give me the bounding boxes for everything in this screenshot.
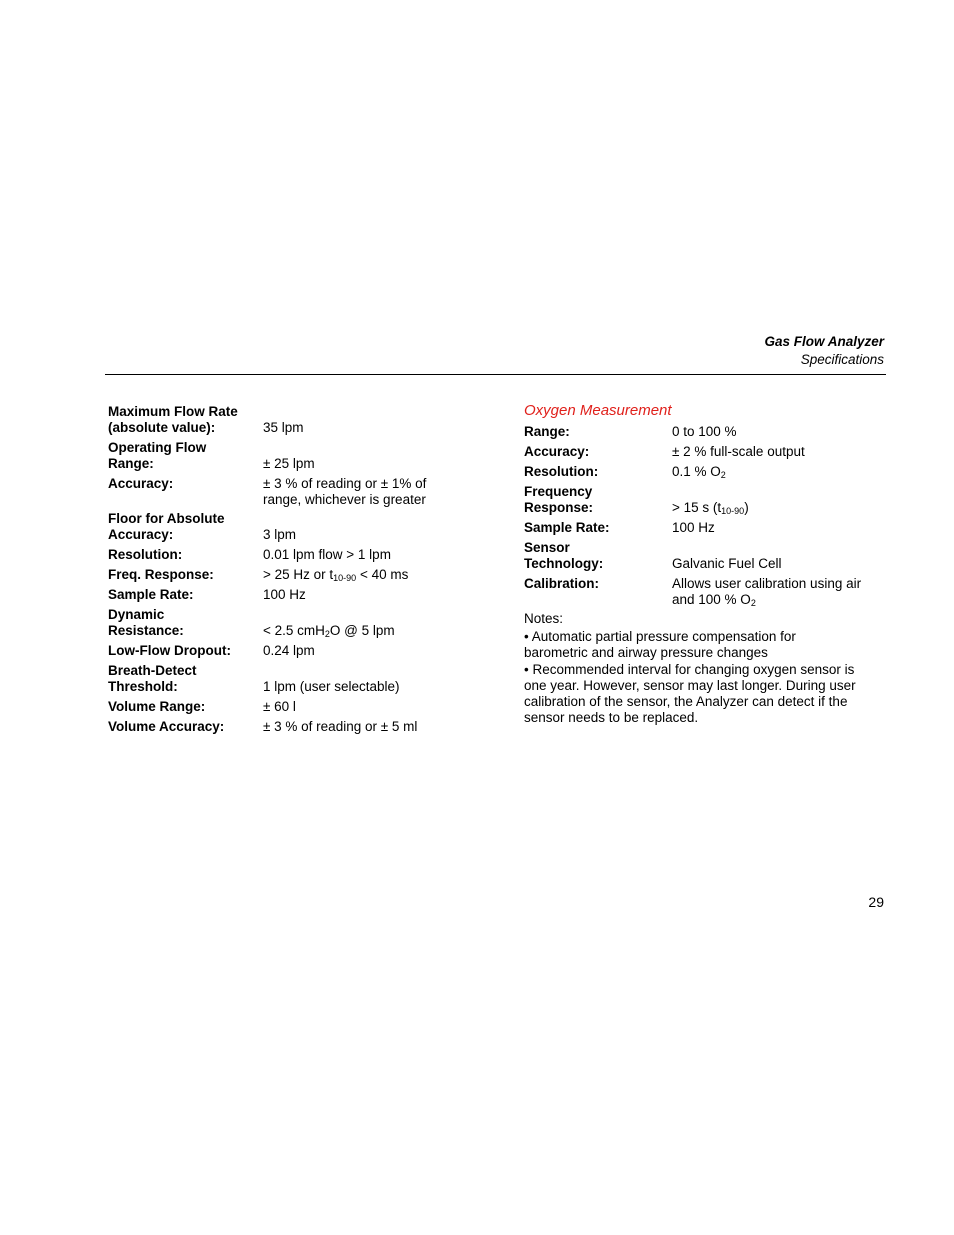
notes-heading: Notes: bbox=[524, 611, 564, 626]
spec-flow-resolution bbox=[108, 547, 448, 563]
spec-value: 100 Hz bbox=[672, 520, 715, 535]
spec-label: Low-Flow Dropout: bbox=[108, 643, 231, 658]
spec-label: Sample Rate: bbox=[108, 587, 194, 602]
page-number: 29 bbox=[868, 894, 884, 910]
spec-value: ± 3 % of reading or ± 5 ml bbox=[263, 719, 418, 734]
spec-value: ± 25 lpm bbox=[263, 456, 315, 471]
spec-value: > 25 Hz or $t_{10-90} < 40$ ms bbox=[263, 567, 409, 583]
header-rule bbox=[105, 374, 886, 375]
spec-label: Operating Flow Range: bbox=[108, 440, 207, 471]
spec-value: 1 lpm (user selectable) bbox=[263, 679, 400, 694]
spec-label: Sample Rate: bbox=[524, 520, 610, 535]
spec-sample-rate bbox=[108, 587, 448, 603]
spec-label: Resolution: bbox=[524, 464, 599, 479]
spec-label: Maximum Flow Rate (absolute value): bbox=[108, 404, 238, 435]
spec-o2-range bbox=[524, 424, 880, 440]
spec-operating-flow-range bbox=[108, 440, 448, 472]
spec-volume-range bbox=[108, 699, 448, 715]
spec-dynamic-resistance bbox=[108, 607, 448, 639]
spec-max-flow-rate bbox=[108, 404, 448, 436]
spec-label: Frequency Response: bbox=[524, 484, 594, 515]
spec-label: Volume Range: bbox=[108, 699, 206, 714]
running-header-title: Gas Flow Analyzer bbox=[764, 334, 884, 349]
spec-freq-response bbox=[108, 567, 448, 583]
spec-value: Allows user calibration using air and 100 % $O_2$ bbox=[672, 576, 862, 608]
spec-value: 3 lpm bbox=[263, 527, 297, 542]
spec-low-flow-dropout bbox=[108, 643, 448, 659]
spec-value: 0 to 100 % bbox=[672, 424, 737, 439]
running-header-subtitle: Specifications bbox=[800, 352, 884, 367]
note-item: • Recommended interval for changing oxygen sensor is one year. However, sensor may last longer. During user calibration of the sensor, the Analyzer can detect if the sensor needs to be replaced. bbox=[524, 662, 856, 725]
spec-breath-detect-threshold bbox=[108, 663, 448, 695]
spec-volume-accuracy bbox=[108, 719, 448, 735]
spec-value: 0.24 lpm bbox=[263, 643, 315, 658]
note-item: • Automatic partial pressure compensation for barometric and airway pressure changes bbox=[524, 629, 796, 660]
spec-label: Volume Accuracy: bbox=[108, 719, 225, 734]
spec-label: Breath-Detect Threshold: bbox=[108, 663, 197, 694]
spec-value: 0.1 % $O_2$ bbox=[672, 464, 726, 480]
spec-o2-accuracy bbox=[524, 444, 880, 460]
spec-o2-calibration bbox=[524, 576, 880, 608]
spec-o2-sample-rate bbox=[524, 520, 880, 536]
section-title-oxygen: Oxygen Measurement bbox=[524, 402, 672, 419]
spec-label: Freq. Response: bbox=[108, 567, 214, 582]
spec-value: 35 lpm bbox=[263, 420, 304, 435]
spec-label: Accuracy: bbox=[524, 444, 590, 459]
spec-label: Sensor Technology: bbox=[524, 540, 604, 571]
spec-label: Resolution: bbox=[108, 547, 183, 562]
spec-o2-resolution bbox=[524, 464, 880, 480]
spec-value: 0.01 lpm flow > 1 lpm bbox=[263, 547, 391, 562]
spec-value: < 2.5 cmH$_2$O @ 5 lpm bbox=[263, 623, 395, 639]
spec-o2-sensor-technology bbox=[524, 540, 880, 572]
spec-value: 100 Hz bbox=[263, 587, 306, 602]
spec-label: Calibration: bbox=[524, 576, 600, 591]
spec-label: Accuracy: bbox=[108, 476, 174, 491]
spec-label: Range: bbox=[524, 424, 570, 439]
spec-floor-absolute-accuracy bbox=[108, 511, 448, 543]
spec-value: ± 60 l bbox=[263, 699, 296, 714]
spec-o2-frequency-response bbox=[524, 484, 880, 516]
spec-value: Galvanic Fuel Cell bbox=[672, 556, 782, 571]
spec-value: > 15 s $(t_{10-90})$ bbox=[672, 500, 749, 516]
spec-flow-accuracy bbox=[108, 476, 448, 508]
spec-value: ± 2 % full-scale output bbox=[672, 444, 805, 459]
spec-label: Floor for Absolute Accuracy: bbox=[108, 511, 225, 542]
spec-label: Dynamic Resistance: bbox=[108, 607, 184, 638]
spec-value: ± 3 % of reading or ± 1% of range, whichever is greater bbox=[263, 476, 427, 507]
